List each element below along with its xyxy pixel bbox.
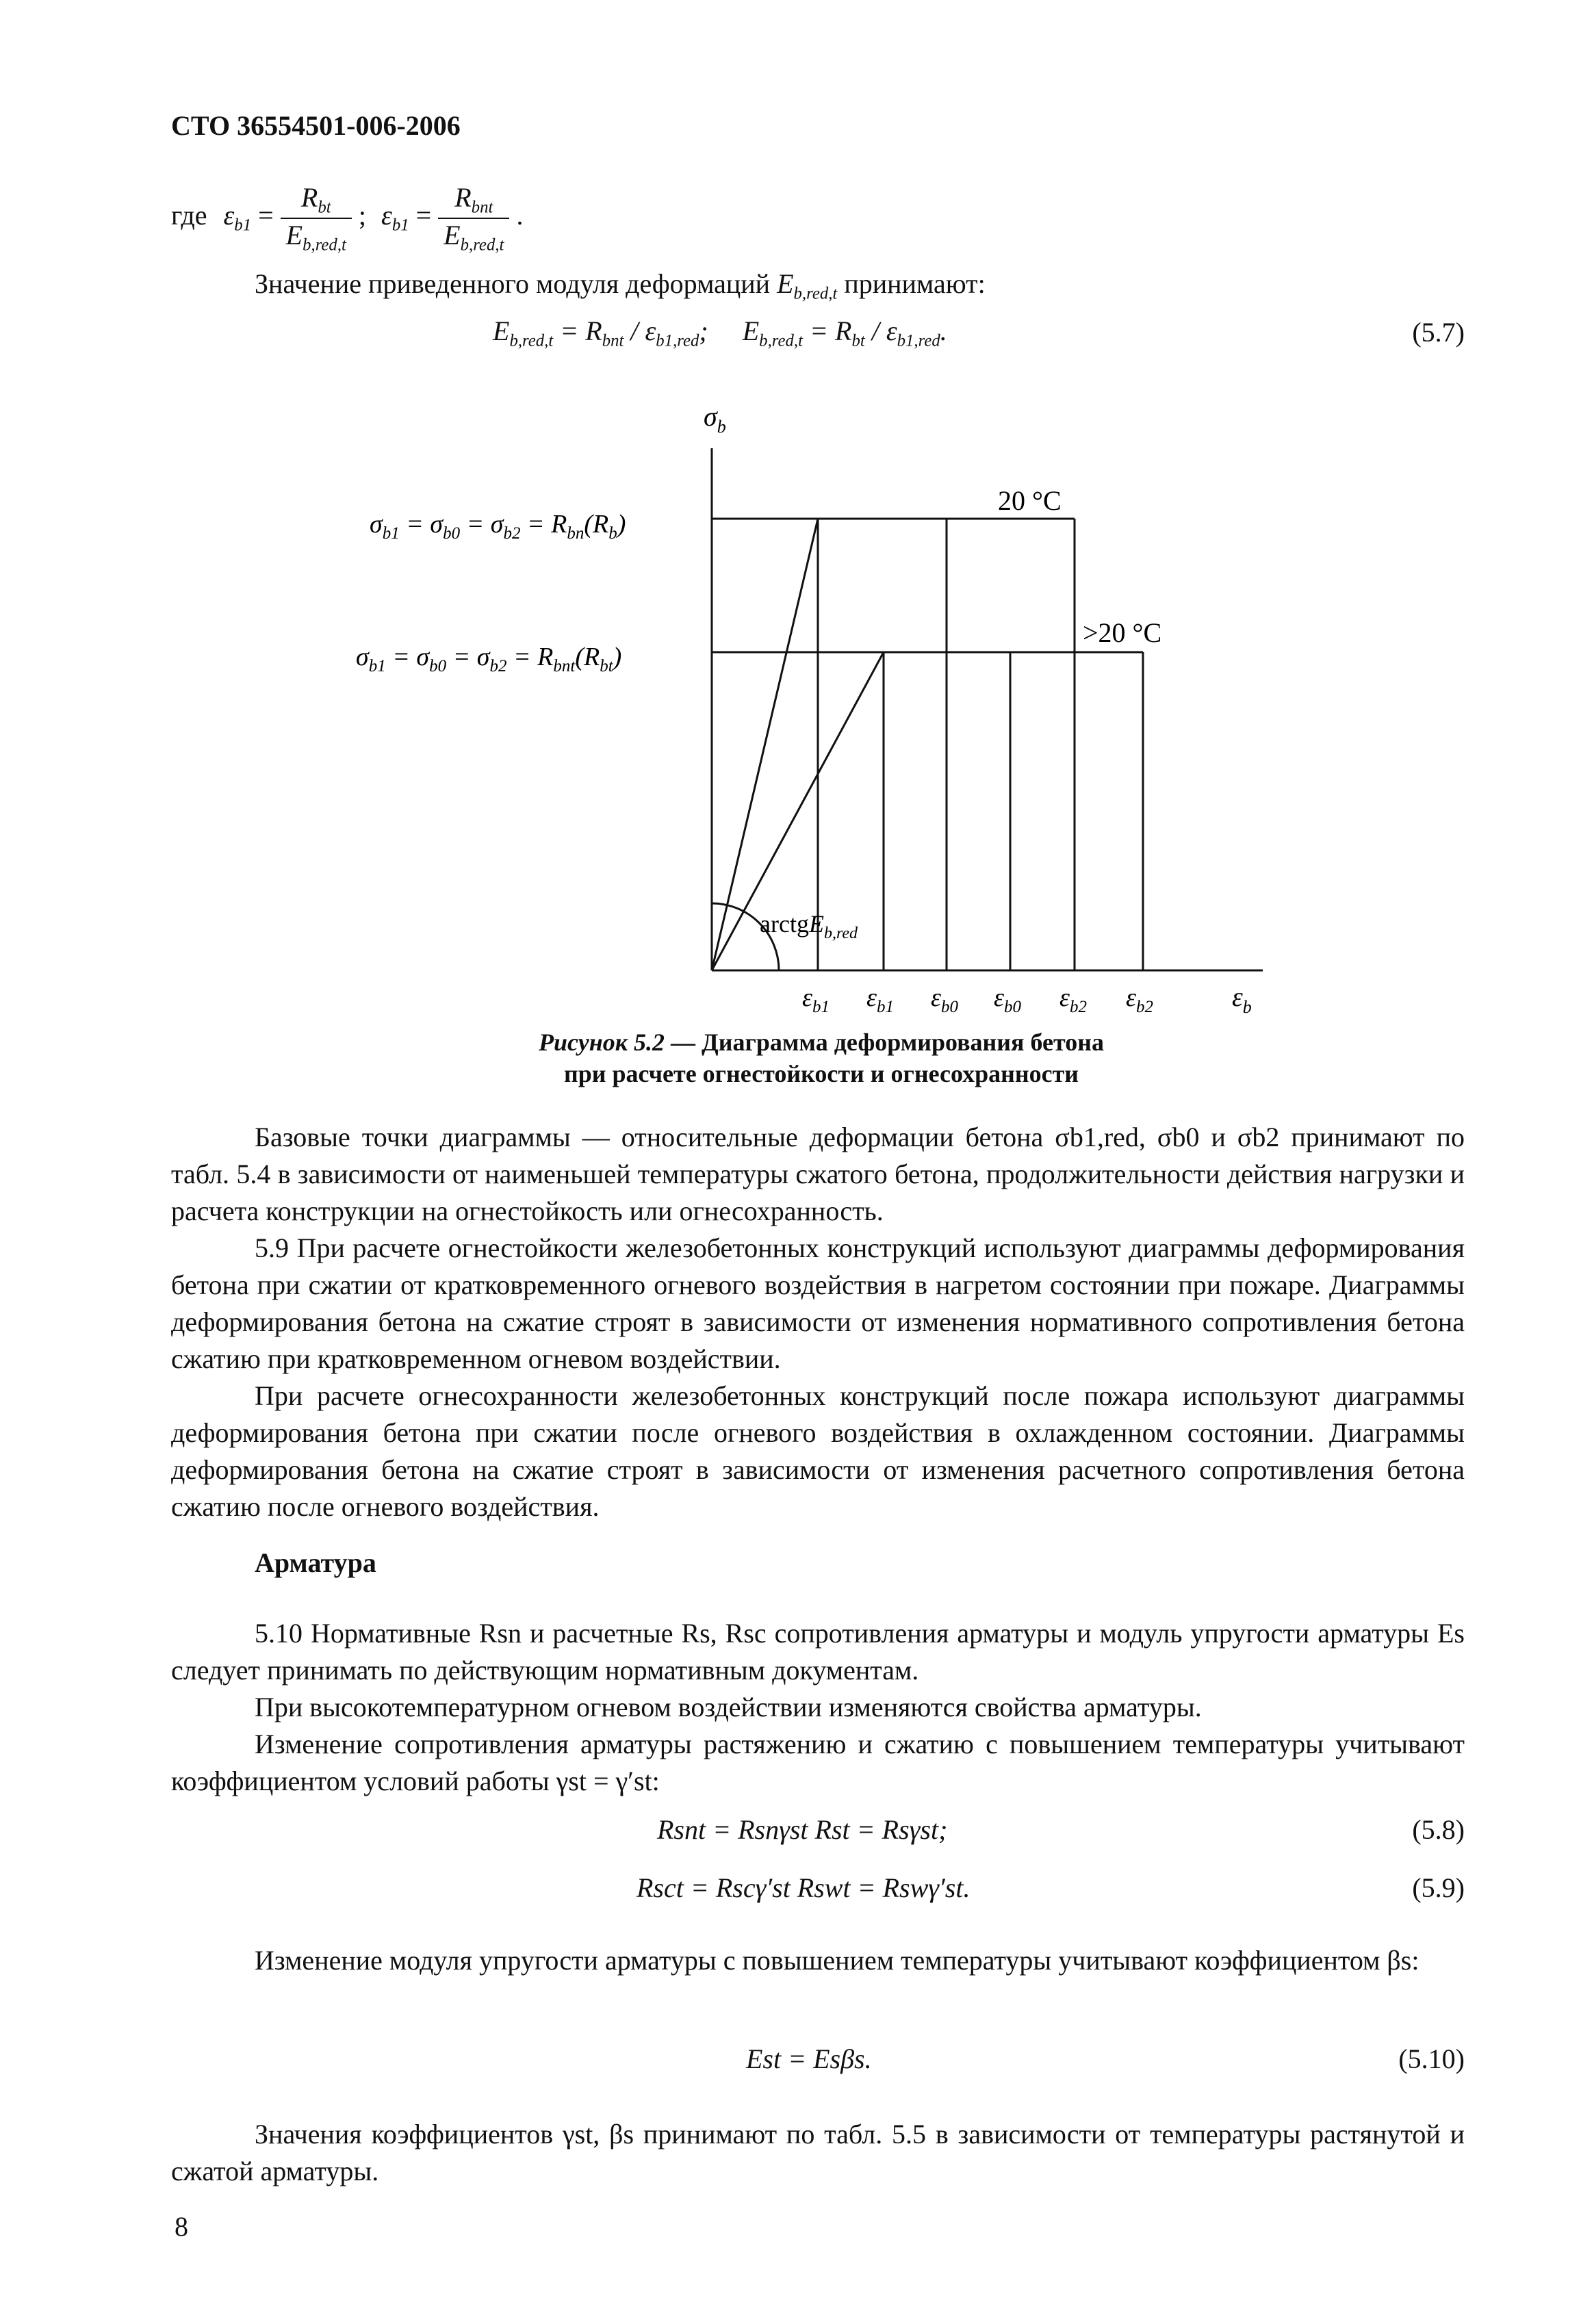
document-code: СТО 36554501-006-2006 [171, 110, 461, 141]
paragraph-5-9: 5.9 При расчете огнестойкости железобетонных конструкций используют диаграммы деформирования бетона при сжатии от кратковременного огневого воздействия в нагретом состоянии при пожаре. Диаграммы деформирования бетона на сжатие строят в зависимости от изменения нормативного сопротивления бетона сжатию при кратковременном огневом воздействии. [171, 1232, 1465, 1374]
y-axis-label: $\sigma_b$ [704, 401, 726, 437]
equation-5-9: Rsct = Rscγ′st Rswt = Rswγ′st. [637, 1872, 971, 1903]
fraction-rbt: $\frac{R_{bt}}{E_{b,red,t}}$ [281, 181, 352, 255]
x-tick-eps-b1: $\varepsilon_{b1}$ [802, 983, 830, 1016]
x-axis-label: $\varepsilon_b$ [1232, 981, 1252, 1017]
temp-label-above-20c: >20 °С [1083, 617, 1162, 648]
equation-number-5-10: (5.10) [1398, 2043, 1465, 2074]
paragraph-coefficients: Значения коэффициентов γst, βs принимают по табл. 5.5 в зависимости от температуры растянутой и сжатой арматуры. [171, 2119, 1465, 2186]
modulus-intro: Значение приведенного модуля деформаций $E_{b,red,t}$ принимают: [255, 268, 986, 303]
x-tick-eps-b2: $\varepsilon_{b2}$ [1126, 983, 1153, 1016]
temp-label-20c: 20 °С [998, 485, 1062, 516]
modulus-line-20c [712, 519, 818, 970]
equation-5-8: Rsnt = Rsnγst Rst = Rsγst; [657, 1814, 948, 1845]
fraction-rbnt: $\frac{R_{bnt}}{E_{b,red,t}}$ [438, 181, 509, 255]
x-tick-eps-b1: $\varepsilon_{b1}$ [866, 983, 894, 1016]
equation-number-5-7: (5.7) [1412, 317, 1465, 348]
epsilon-definitions: где $\varepsilon_{b1}$ = $\frac{R_{bt}}{E_{b,red,t}}$ ; $\varepsilon_{b1}$ = $\frac{R_{bnt}}{E_{b,red,t}}$ . [171, 182, 524, 255]
paragraph-fire-safety: При расчете огнесохранности железобетонных конструкций после пожара используют диаграммы деформирования бетона при сжатии после огневого воздействия в охлажденном состоянии. Диаграммы деформирования бетона на сжатие строят в зависимости от изменения расчетного сопротивления бетона сжатию после огневого воздействия. [171, 1380, 1465, 1522]
stress-label-above-20c: $\sigma_{b1} = \sigma_{b0} = \sigma_{b2} = R_{bnt}(R_{bt})$ [356, 643, 622, 675]
stress-label-20c: $\sigma_{b1} = \sigma_{b0} = \sigma_{b2} = R_{bn}(R_b)$ [370, 510, 626, 543]
equation-5-10: Est = Esβs. [746, 2043, 872, 2074]
equation-5-7: $E_{b,red,t} = R_{bnt} / \varepsilon_{b1,red}$; $E_{b,red,t} = R_{bt} / \varepsilon_{b1,red}$. [493, 315, 947, 350]
section-title-reinforcement: Арматура [255, 1547, 376, 1578]
paragraph-high-temp: При высокотемпературном огневом воздействии изменяются свойства арматуры. [255, 1692, 1202, 1722]
where-label: где [171, 199, 207, 231]
paragraph-5-10: 5.10 Нормативные Rsn и расчетные Rs, Rsc сопротивления арматуры и модуль упругости арматуры Es следует принимать по действующим нормативным документам. [171, 1618, 1465, 1686]
concrete-deformation-diagram [0, 0, 1581, 1027]
angle-label: arctgE$_{b,red}$ [760, 910, 858, 942]
x-tick-eps-b0: $\varepsilon_{b0}$ [994, 983, 1021, 1016]
paragraph-base-points: Базовые точки диаграммы — относительные деформации бетона σb1,red, σb0 и σb2 принимают по табл. 5.4 в зависимости от наименьшей температуры сжатого бетона, продолжительности действия нагрузки и расчета конструкции на огнестойкость или огнесохранность. [171, 1122, 1465, 1226]
equation-number-5-8: (5.8) [1412, 1814, 1465, 1845]
page-number: 8 [175, 2211, 188, 2242]
paragraph-resistance-change: Изменение сопротивления арматуры растяжению и сжатию с повышением температуры учитывают коэффициентом условий работы γst = γ′st: [171, 1729, 1465, 1796]
x-tick-eps-b2: $\varepsilon_{b2}$ [1059, 983, 1087, 1016]
figure-caption: Рисунок 5.2 — Диаграмма деформирования бетона при расчете огнестойкости и огнесохранности [539, 1029, 1104, 1087]
paragraph-modulus-change: Изменение модуля упругости арматуры с повышением температуры учитывают коэффициентом βs: [255, 1945, 1419, 1976]
x-tick-eps-b0: $\varepsilon_{b0}$ [931, 983, 958, 1016]
equation-number-5-9: (5.9) [1412, 1872, 1465, 1903]
